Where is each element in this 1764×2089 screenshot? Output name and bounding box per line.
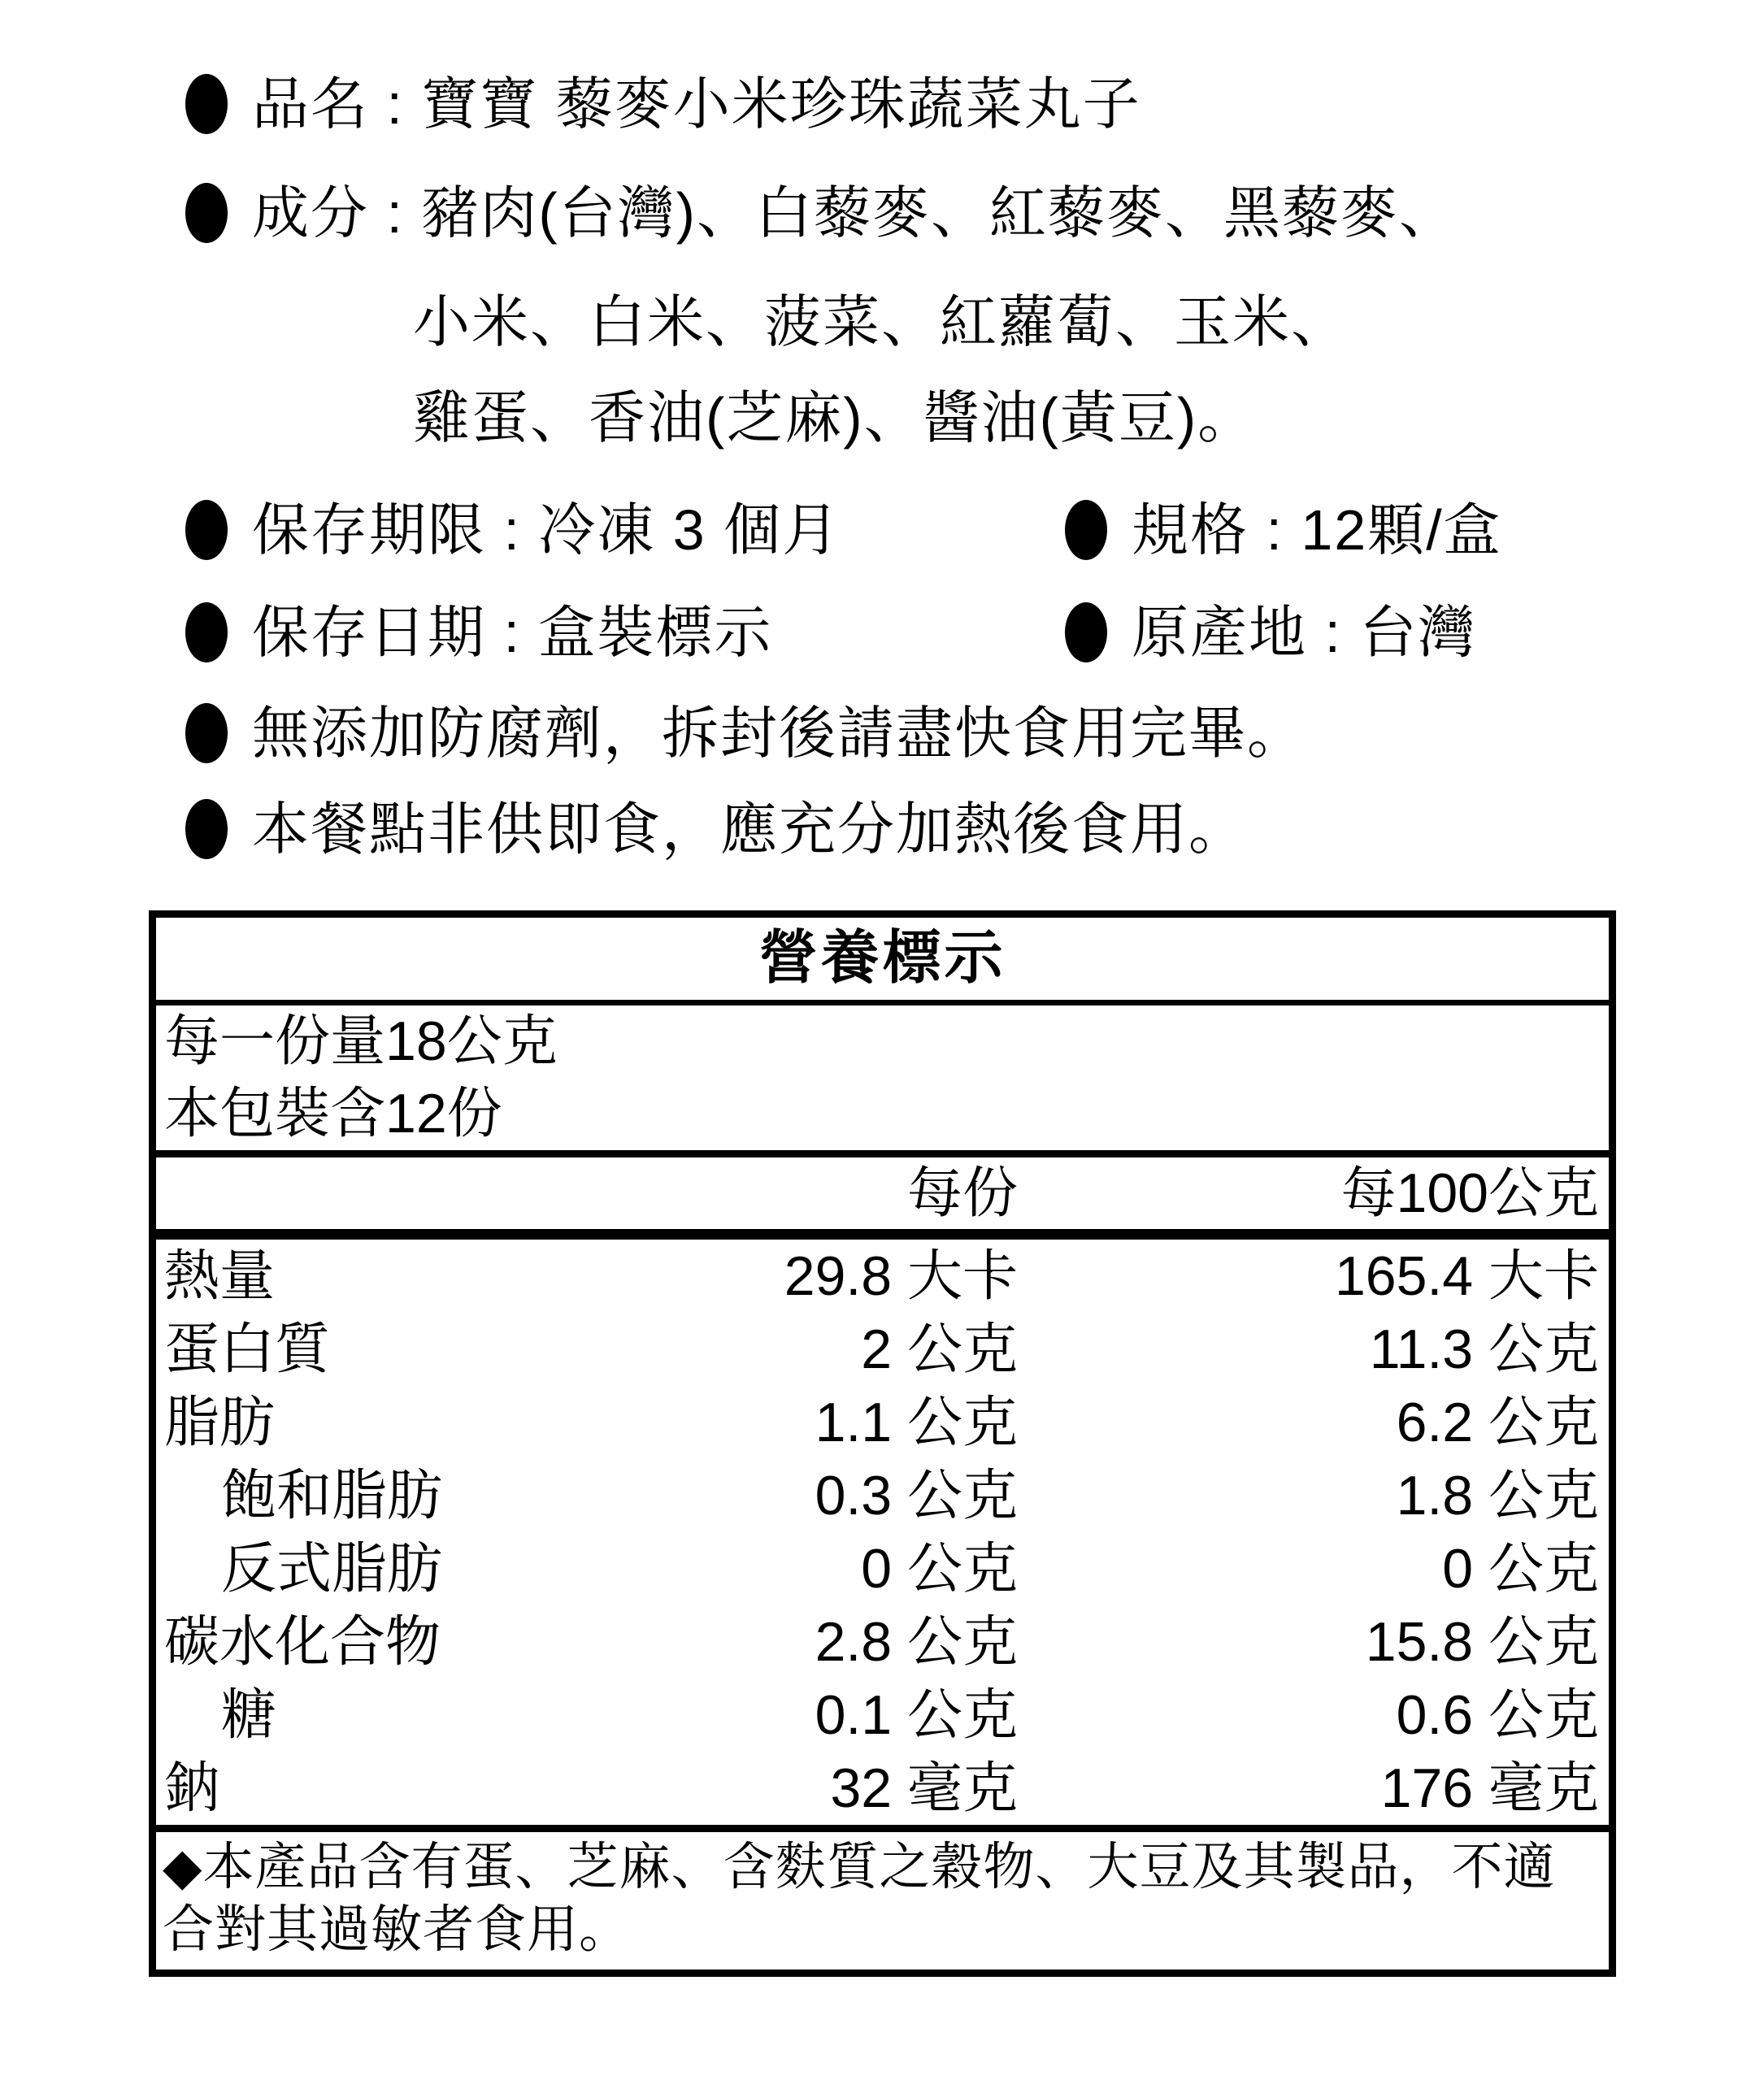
- preservative-note-line: [185, 701, 1306, 768]
- bullet-icon: [185, 183, 228, 243]
- nutrition-row-sugar: [156, 1679, 1609, 1752]
- origin-line: [1065, 600, 1476, 667]
- nutrient-per-100g: 6.2 公克: [1396, 1392, 1599, 1453]
- storage-date-text: 保存日期 : 盒裝標示: [252, 601, 773, 664]
- nutrient-per-serving: 1.1 公克: [815, 1392, 1018, 1453]
- nutrition-facts-table: [149, 910, 1616, 1977]
- nutrient-per-serving: 0.3 公克: [815, 1465, 1018, 1527]
- ingredients-line-2: [413, 289, 1349, 354]
- nutrient-name: 鈉: [164, 1757, 220, 1819]
- spec-line: [1065, 497, 1502, 565]
- bullet-icon: [185, 799, 228, 859]
- allergen-note: ◆本產品含有蛋、芝麻、含麩質之穀物、大豆及其製品，不適合對其過敏者食用。: [156, 1825, 1609, 1970]
- bullet-icon: [185, 500, 228, 560]
- bullet-icon: [1065, 602, 1107, 662]
- heating-note-line: [185, 797, 1247, 864]
- nutrient-name: 反式脂肪: [221, 1538, 443, 1600]
- bullet-icon: [185, 703, 228, 763]
- origin-text: 原產地 : 台灣: [1132, 601, 1477, 664]
- nutrient-per-100g: 176 毫克: [1380, 1757, 1599, 1819]
- ingredients-line-1: [185, 180, 1458, 248]
- nutrient-per-100g: 1.8 公克: [1396, 1465, 1599, 1527]
- bullet-icon: [1065, 500, 1107, 560]
- nutrient-per-100g: 15.8 公克: [1365, 1611, 1599, 1673]
- nutrition-column-header-row: [156, 1157, 1609, 1240]
- ingredients-text-1: 成分 : 豬肉(台灣)、白藜麥、紅藜麥、黑藜麥、: [252, 181, 1458, 245]
- nutrient-per-serving: 29.8 大卡: [784, 1245, 1018, 1307]
- nutrient-per-serving: 0 公克: [861, 1538, 1018, 1600]
- nutrition-row-carbohydrate: [156, 1605, 1609, 1679]
- nutrient-name: 熱量: [164, 1245, 276, 1307]
- shelf-life-text: 保存期限 : 冷凍 3 個月: [252, 498, 841, 562]
- nutrition-row-trans-fat: [156, 1532, 1609, 1605]
- per-serving-column-header: 每份: [906, 1162, 1018, 1224]
- nutrient-per-serving: 2 公克: [861, 1318, 1018, 1380]
- ingredients-line-3: [413, 385, 1256, 450]
- nutrient-per-100g: 0.6 公克: [1396, 1684, 1599, 1746]
- preservative-note-text: 無添加防腐劑，拆封後請盡快食用完畢。: [252, 701, 1306, 765]
- servings-per-pack-row: 本包裝含12份: [156, 1078, 1609, 1157]
- nutrient-name: 糖: [221, 1684, 277, 1746]
- nutrient-per-100g: 0 公克: [1442, 1538, 1599, 1600]
- nutrient-per-100g: 165.4 大卡: [1334, 1245, 1599, 1307]
- nutrition-row-saturated-fat: [156, 1459, 1609, 1532]
- product-name-text: 品名 : 寶寶 藜麥小米珍珠蔬菜丸子: [252, 72, 1141, 136]
- spec-text: 規格 : 12顆/盒: [1132, 498, 1502, 562]
- nutrient-name: 脂肪: [164, 1392, 276, 1453]
- product-name-line: [185, 72, 1141, 139]
- nutrition-row-sodium: [156, 1752, 1609, 1825]
- ingredients-text-2: 小米、白米、菠菜、紅蘿蔔、玉米、: [413, 290, 1349, 354]
- serving-size-row: 每一份量18公克: [164, 1010, 558, 1072]
- nutrient-name: 蛋白質: [164, 1318, 331, 1380]
- ingredients-text-3: 雞蛋、香油(芝麻)、醬油(黃豆)。: [413, 386, 1257, 450]
- nutrient-name: 飽和脂肪: [221, 1465, 443, 1527]
- bullet-icon: [185, 74, 228, 134]
- nutrient-per-serving: 32 毫克: [830, 1757, 1018, 1819]
- bullet-icon: [185, 602, 228, 662]
- nutrition-table-title: 營養標示: [156, 918, 1609, 1005]
- nutrition-row-calories: [156, 1240, 1609, 1313]
- nutrition-row-fat: [156, 1386, 1609, 1459]
- nutrient-per-serving: 0.1 公克: [815, 1684, 1018, 1746]
- storage-date-line: [185, 600, 772, 667]
- heating-note-text: 本餐點非供即食，應充分加熱後食用。: [252, 797, 1247, 861]
- nutrient-per-serving: 2.8 公克: [815, 1611, 1018, 1673]
- empty-header-cell: [156, 1157, 611, 1229]
- nutrition-row-protein: [156, 1313, 1609, 1386]
- nutrient-per-100g: 11.3 公克: [1369, 1318, 1599, 1380]
- per-100g-column-header: 每100公克: [1340, 1162, 1599, 1224]
- shelf-life-line: [185, 497, 841, 565]
- nutrient-name: 碳水化合物: [164, 1611, 441, 1673]
